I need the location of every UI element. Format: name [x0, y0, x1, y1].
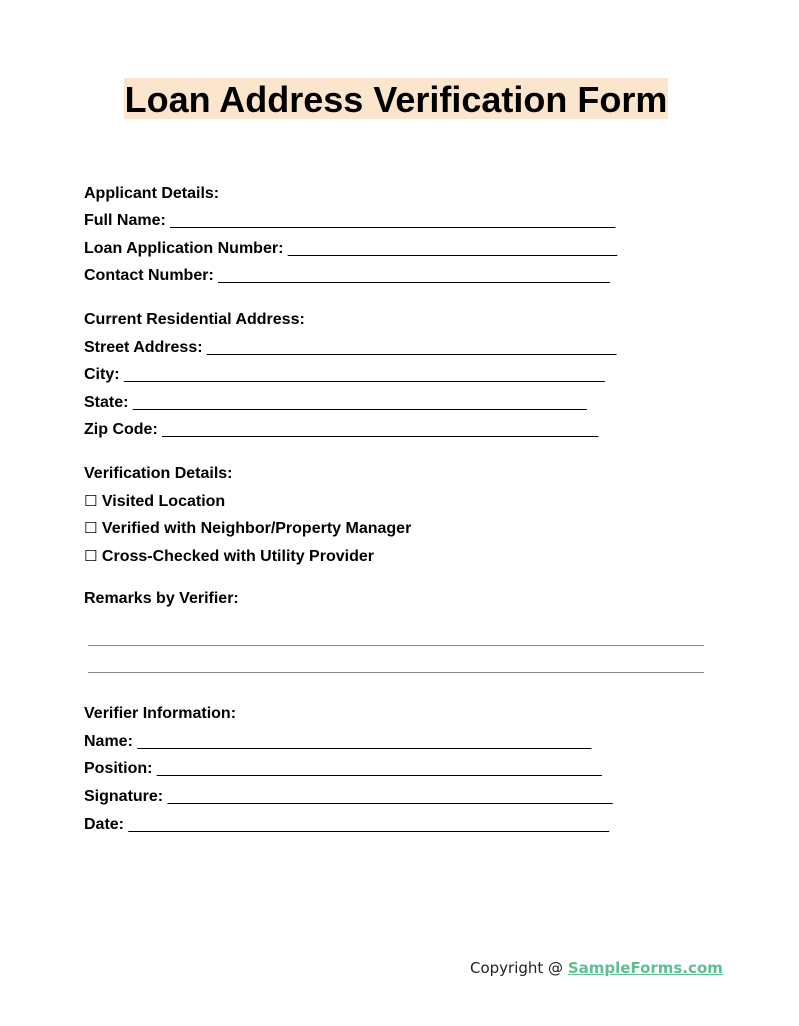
- field-label: Loan Application Number:: [84, 240, 284, 257]
- field-label: State:: [84, 394, 129, 411]
- sampleforms-link[interactable]: SampleForms.com: [567, 959, 723, 977]
- field-loan-application-number[interactable]: [84, 240, 617, 258]
- field-blank[interactable]: _____________________________________: [287, 240, 618, 257]
- field-verifier-date[interactable]: [84, 816, 609, 834]
- field-blank[interactable]: __________________________________________________: [170, 212, 616, 229]
- field-blank[interactable]: ____________________________________________: [218, 267, 610, 284]
- copyright-footer: [470, 959, 723, 977]
- checkbox-label: Verified with Neighbor/Property Manager: [101, 520, 412, 537]
- field-blank[interactable]: ______________________________________________________: [128, 816, 609, 833]
- checkbox-label: Visited Location: [101, 493, 226, 510]
- field-label: City:: [84, 366, 120, 383]
- section-heading-verification: Verification Details:: [84, 465, 233, 482]
- field-blank[interactable]: ___________________________________________________: [137, 733, 592, 750]
- remarks-line-1[interactable]: [88, 645, 704, 646]
- field-city[interactable]: [84, 366, 605, 384]
- remarks-line-2[interactable]: [88, 672, 704, 673]
- field-blank[interactable]: ______________________________________________________: [124, 366, 605, 383]
- section-heading-remarks: Remarks by Verifier:: [84, 590, 239, 607]
- field-blank[interactable]: ______________________________________________: [207, 339, 617, 356]
- section-heading-address: Current Residential Address:: [84, 311, 305, 328]
- checkbox-icon[interactable]: ☐: [84, 547, 98, 565]
- field-verifier-name[interactable]: [84, 733, 591, 751]
- field-label: Contact Number:: [84, 267, 214, 284]
- field-blank[interactable]: _________________________________________________: [162, 421, 599, 438]
- page-title: Loan Address Verification Form: [124, 79, 668, 120]
- field-label: Full Name:: [84, 212, 166, 229]
- field-state[interactable]: [84, 394, 587, 412]
- field-full-name[interactable]: [84, 212, 615, 230]
- checkbox-verified-neighbor[interactable]: [84, 519, 411, 538]
- field-blank[interactable]: __________________________________________________: [156, 760, 602, 777]
- field-label: Street Address:: [84, 339, 203, 356]
- checkbox-label: Cross-Checked with Utility Provider: [101, 548, 374, 565]
- field-label: Date:: [84, 816, 125, 833]
- checkbox-visited-location[interactable]: [84, 492, 225, 511]
- checkbox-icon[interactable]: ☐: [84, 519, 98, 537]
- field-label: Zip Code:: [84, 421, 158, 438]
- field-street-address[interactable]: [84, 339, 616, 357]
- field-verifier-signature[interactable]: [84, 788, 613, 806]
- checkbox-icon[interactable]: ☐: [84, 492, 98, 510]
- field-label: Position:: [84, 760, 153, 777]
- field-verifier-position[interactable]: [84, 760, 602, 778]
- field-blank[interactable]: __________________________________________________: [167, 788, 613, 805]
- field-zip-code[interactable]: [84, 421, 598, 439]
- checkbox-cross-checked-utility[interactable]: [84, 547, 374, 566]
- field-blank[interactable]: ___________________________________________________: [132, 394, 587, 411]
- field-label: Name:: [84, 733, 133, 750]
- section-heading-verifier: Verifier Information:: [84, 705, 237, 722]
- section-heading-applicant: Applicant Details:: [84, 185, 220, 202]
- field-contact-number[interactable]: [84, 267, 610, 285]
- field-label: Signature:: [84, 788, 164, 805]
- copyright-prefix: Copyright @: [470, 959, 568, 977]
